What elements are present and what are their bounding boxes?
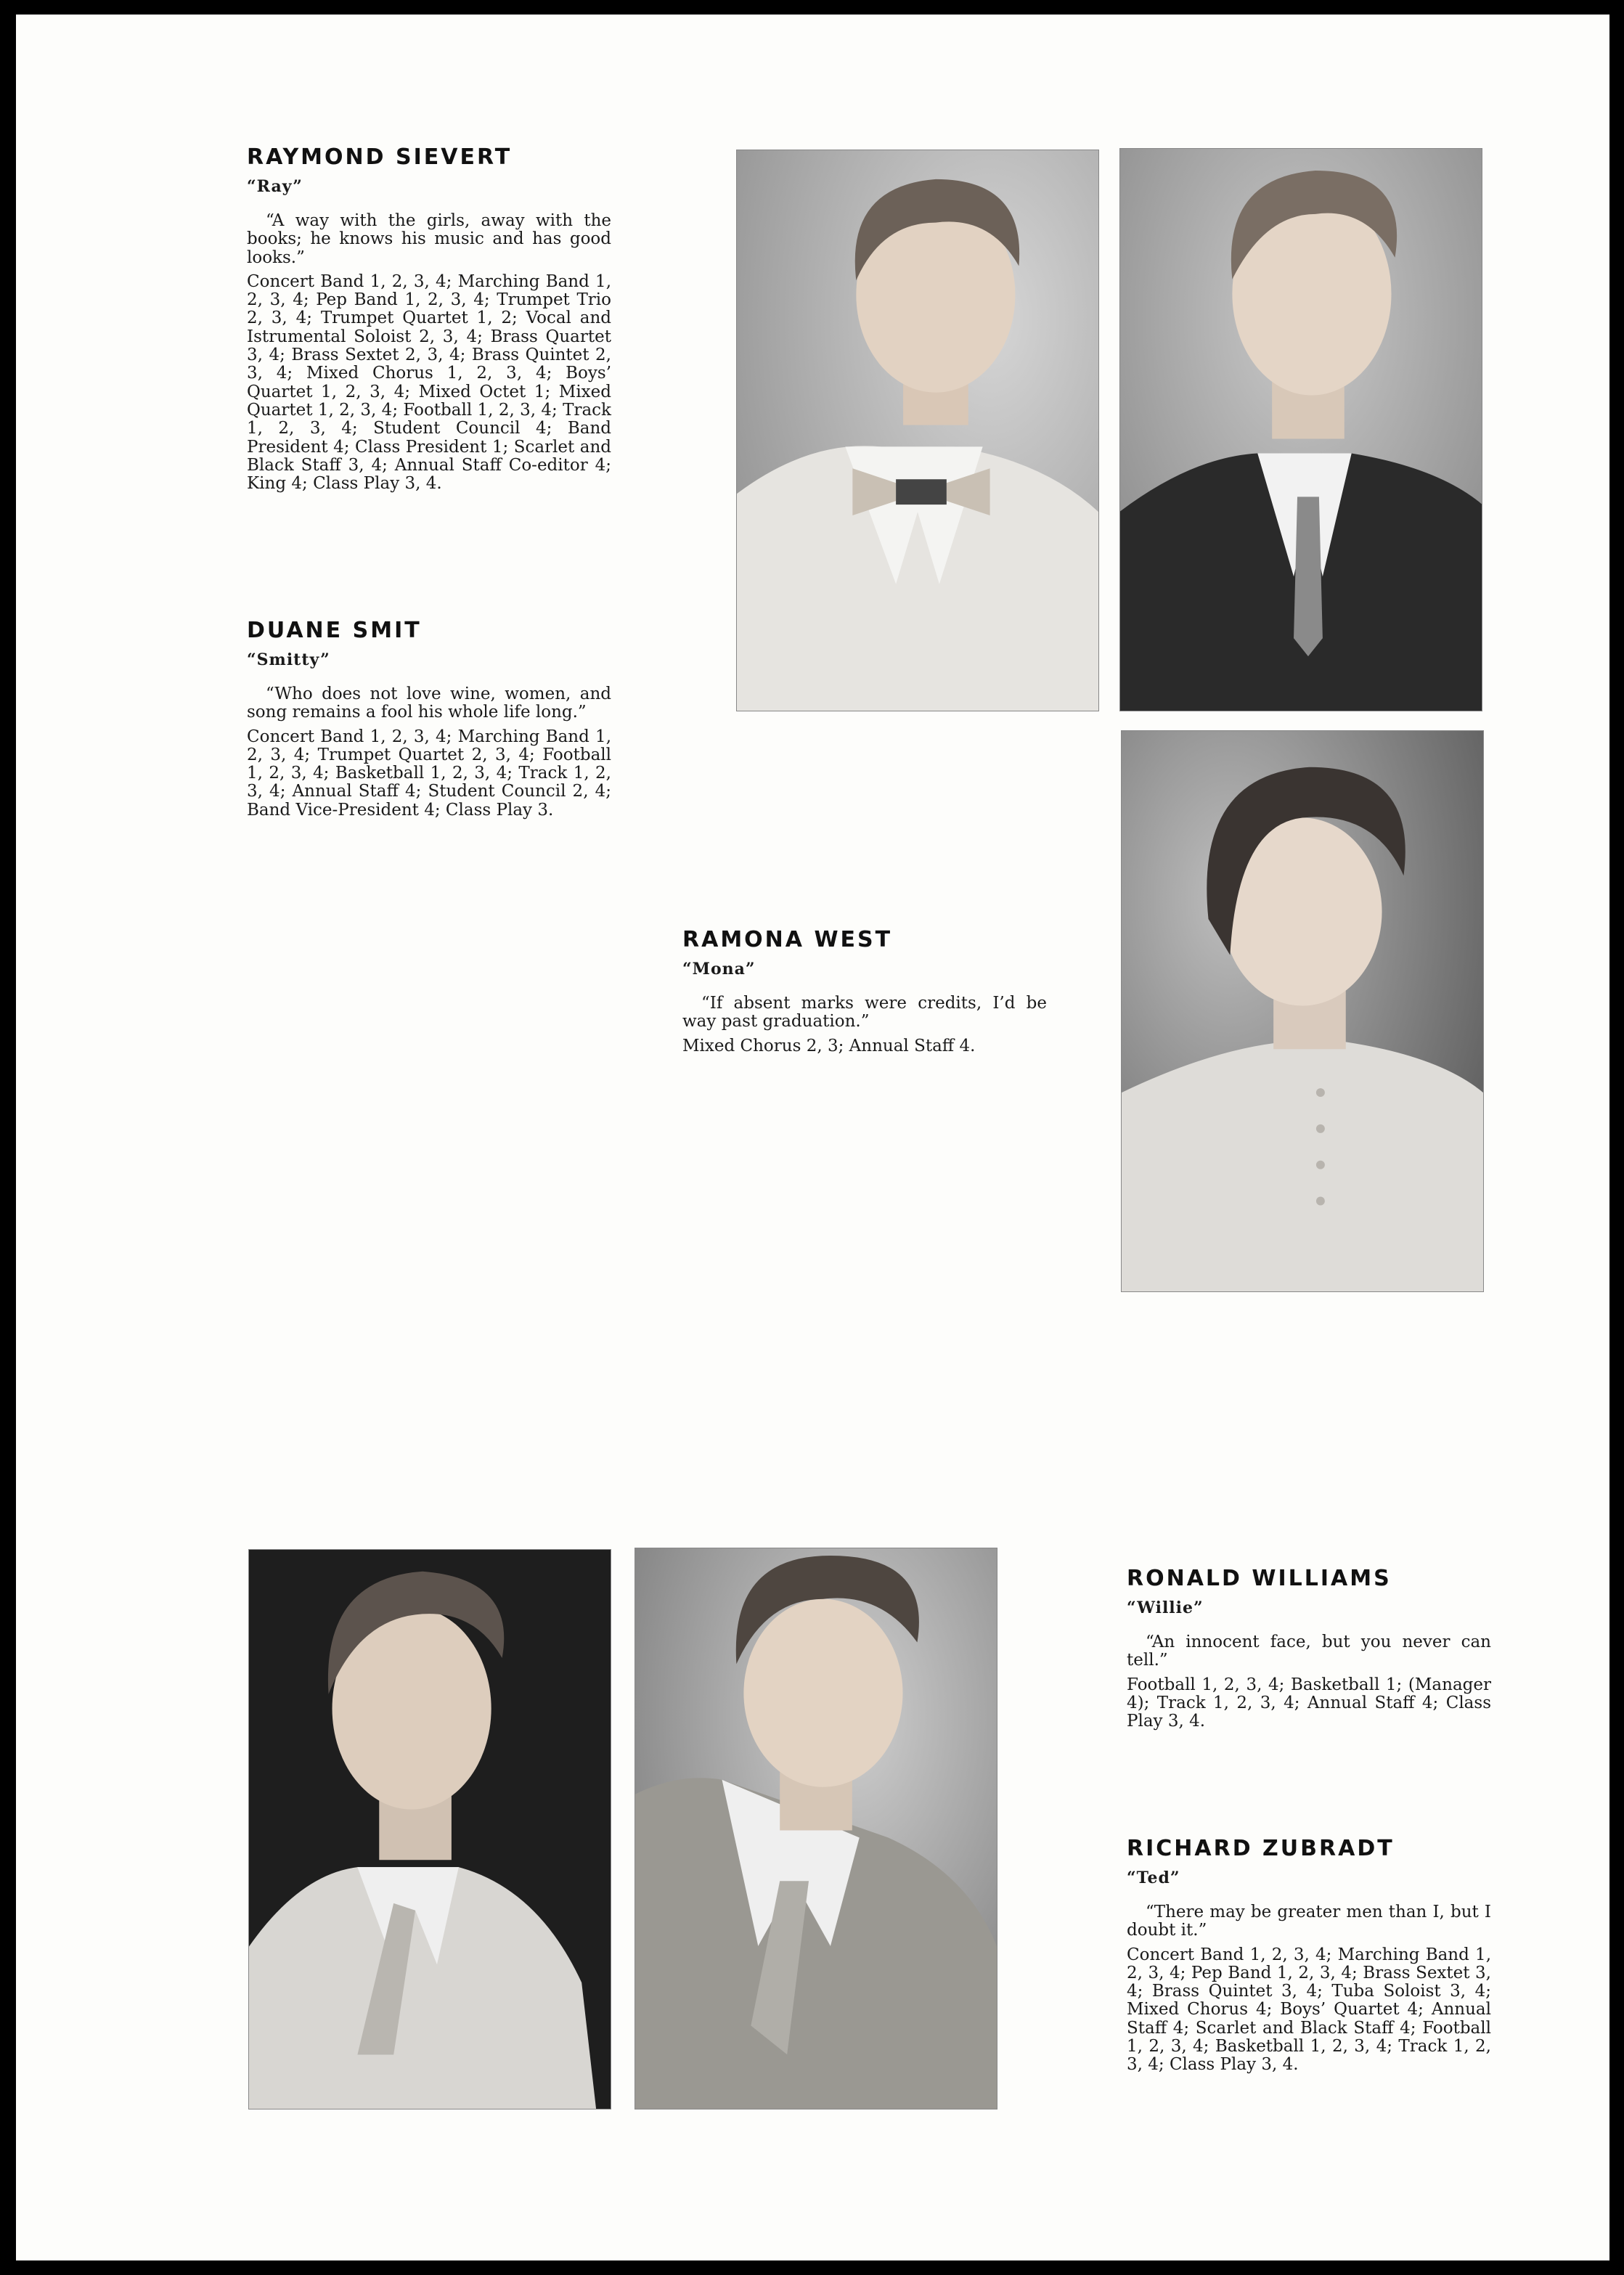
senior-name: RAMONA WEST bbox=[682, 927, 893, 952]
senior-nickname: “Ray” bbox=[247, 177, 303, 196]
senior-quote: “Who does not love wine, women, and song remains a fool his whole life long.” bbox=[247, 685, 611, 722]
senior-quote: “An innocent face, but you never can tell.” bbox=[1127, 1633, 1491, 1670]
senior-nickname: “Smitty” bbox=[247, 650, 330, 669]
portrait-photo-duane-smit bbox=[1119, 148, 1482, 711]
senior-entry-ronald-williams bbox=[1127, 1567, 1491, 1731]
senior-nickname: “Willie” bbox=[1127, 1598, 1204, 1617]
portrait-photo-raymond-sievert bbox=[736, 150, 1099, 711]
senior-activities: Concert Band 1, 2, 3, 4; Marching Band 1, 2, 3, 4; Pep Band 1, 2, 3, 4; Trumpet Trio 2, 3, 4; Trumpet Quartet 1, 2; Vocal and Istrumental Soloist 2, 3, 4; Brass Quartet 3, 4; Brass Sextet 2, 3, 4; Brass Quintet 2, 3, 4; Mixed Chorus 1, 2, 3, 4; Boys’ Quartet 1, 2, 3, 4; Mixed Octet 1; Mixed Quartet 1, 2, 3, 4; Football 1, 2, 3, 4; Track 1, 2, 3, 4; Student Council 4; Band President 4; Class President 1; Scarlet and Black Staff 3, 4; Annual Staff Co-editor 4; King 4; Class Play 3, 4. bbox=[247, 271, 611, 494]
senior-nickname: “Mona” bbox=[682, 960, 756, 979]
senior-activities: Concert Band 1, 2, 3, 4; Marching Band 1, 2, 3, 4; Trumpet Quartet 2, 3, 4; Football 1, 2, 3, 4; Basketball 1, 2, 3, 4; Track 1, 2, 3, 4; Annual Staff 4; Student Council 2, 4; Band Vice-President 4; Class Play 3. bbox=[247, 727, 611, 820]
senior-entry-duane-smit bbox=[247, 618, 611, 820]
senior-quote: “A way with the girls, away with the books; he knows his music and has good looks.” bbox=[247, 211, 611, 267]
portrait-photo-ramona-west bbox=[1121, 730, 1484, 1292]
senior-activities: Football 1, 2, 3, 4; Basketball 1; (Manager 4); Track 1, 2, 3, 4; Annual Staff 4; Class Play 3, 4. bbox=[1127, 1675, 1491, 1731]
senior-nickname: “Ted” bbox=[1127, 1868, 1180, 1887]
portrait-photo-richard-zubradt bbox=[634, 1548, 997, 2109]
senior-name: RAYMOND SIEVERT bbox=[247, 144, 513, 170]
senior-entry-raymond-sievert bbox=[247, 145, 611, 493]
senior-quote: “If absent marks were credits, I’d be way past graduation.” bbox=[682, 994, 1047, 1032]
senior-activities: Concert Band 1, 2, 3, 4; Marching Band 1, 2, 3, 4; Pep Band 1, 2, 3, 4; Brass Sextet 3, 4; Brass Quintet 3, 4; Tuba Soloist 3, 4; Mixed Chorus 4; Boys’ Quartet 4; Annual Staff 4; Scarlet and Black Staff 4; Football 1, 2, 3, 4; Basketball 1, 2, 3, 4; Track 1, 2, 3, 4; Class Play 3, 4. bbox=[1127, 1945, 1491, 2075]
senior-entry-ramona-west bbox=[682, 928, 1047, 1055]
senior-name: RONALD WILLIAMS bbox=[1127, 1566, 1392, 1591]
senior-entry-richard-zubradt bbox=[1127, 1837, 1491, 2075]
senior-name: DUANE SMIT bbox=[247, 618, 422, 643]
senior-activities: Mixed Chorus 2, 3; Annual Staff 4. bbox=[682, 1036, 976, 1055]
senior-name: RICHARD ZUBRADT bbox=[1127, 1836, 1395, 1861]
yearbook-page bbox=[16, 15, 1609, 2260]
portrait-photo-ronald-williams bbox=[248, 1549, 611, 2109]
senior-quote: “There may be greater men than I, but I doubt it.” bbox=[1127, 1903, 1491, 1940]
